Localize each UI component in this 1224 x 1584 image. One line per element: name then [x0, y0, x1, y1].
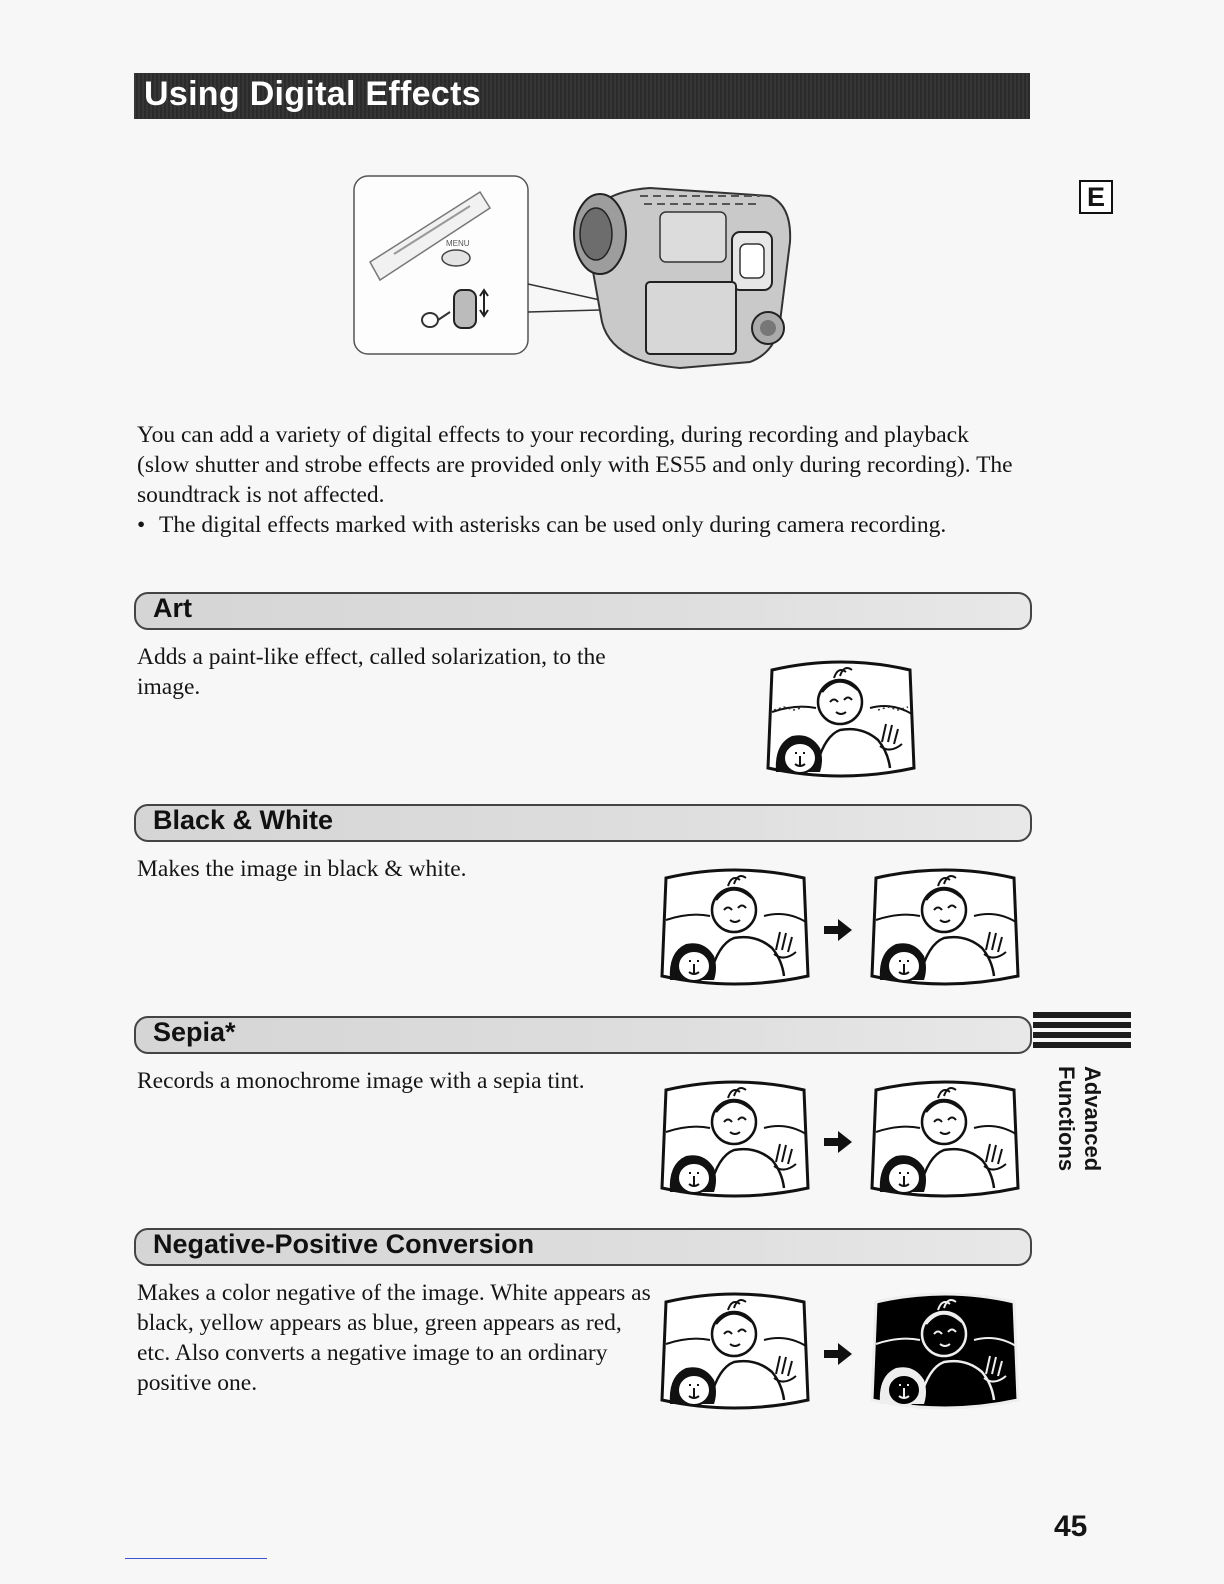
black-white-effect-illustration [660, 864, 1026, 992]
language-tab [1079, 180, 1113, 214]
art-effect-illustration [766, 656, 918, 784]
bullet-dot: • [137, 512, 146, 538]
section-header-sepia [134, 1016, 1032, 1054]
camcorder-illustration [350, 172, 820, 372]
side-tab-line1: Advanced [1080, 1066, 1105, 1172]
side-tab-label [1055, 1066, 1115, 1186]
side-bar [1033, 1022, 1131, 1028]
intro-bullet-text: The digital effects marked with asterisks can be used only during camera recording. [159, 512, 947, 538]
section-title-sepia: Sepia* [153, 1017, 236, 1047]
side-bar [1033, 1012, 1131, 1018]
page-title: Using Digital Effects [144, 75, 481, 113]
section-title-black-white: Black & White [153, 805, 334, 835]
section-header-art [134, 592, 1032, 630]
selector-dial-icon [454, 290, 476, 328]
page-title-bar [134, 73, 1030, 119]
page-number: 45 [1054, 1510, 1088, 1543]
intro-bullet [137, 510, 1017, 540]
negative-positive-effect-illustration [660, 1288, 1026, 1416]
sepia-effect-illustration [660, 1076, 1026, 1204]
intro-paragraph: You can add a variety of digital effects to your recording, during recording and playback (slow shutter and strobe effects are provided only with ES55 and only during recording). The soundtrack is not affected. [137, 422, 1013, 508]
section-header-black-white [134, 804, 1032, 842]
intro-text [137, 420, 1017, 540]
language-tab-label: E [1086, 182, 1105, 212]
section-title-art: Art [153, 593, 192, 623]
menu-button-label: MENU [446, 239, 470, 248]
side-tab-line2: Functions [1054, 1066, 1079, 1172]
section-header-negative-positive [134, 1228, 1032, 1266]
footer-rule [125, 1558, 267, 1559]
section-text-black-white: Makes the image in black & white. [137, 856, 467, 882]
section-title-negative-positive: Negative-Positive Conversion [153, 1229, 535, 1259]
section-text-negative-positive: Makes a color negative of the image. White appears as black, yellow appears as blue, green appears as red, etc. Also converts a negative image to an ordinary positive one. [137, 1280, 651, 1396]
section-text-sepia: Records a monochrome image with a sepia tint. [137, 1068, 585, 1094]
menu-button-icon [442, 250, 470, 266]
section-text-art: Adds a paint-like effect, called solarization, to the image. [137, 644, 606, 700]
side-tab-marker [1033, 1012, 1131, 1052]
side-bar [1033, 1042, 1131, 1048]
side-bar [1033, 1032, 1131, 1038]
